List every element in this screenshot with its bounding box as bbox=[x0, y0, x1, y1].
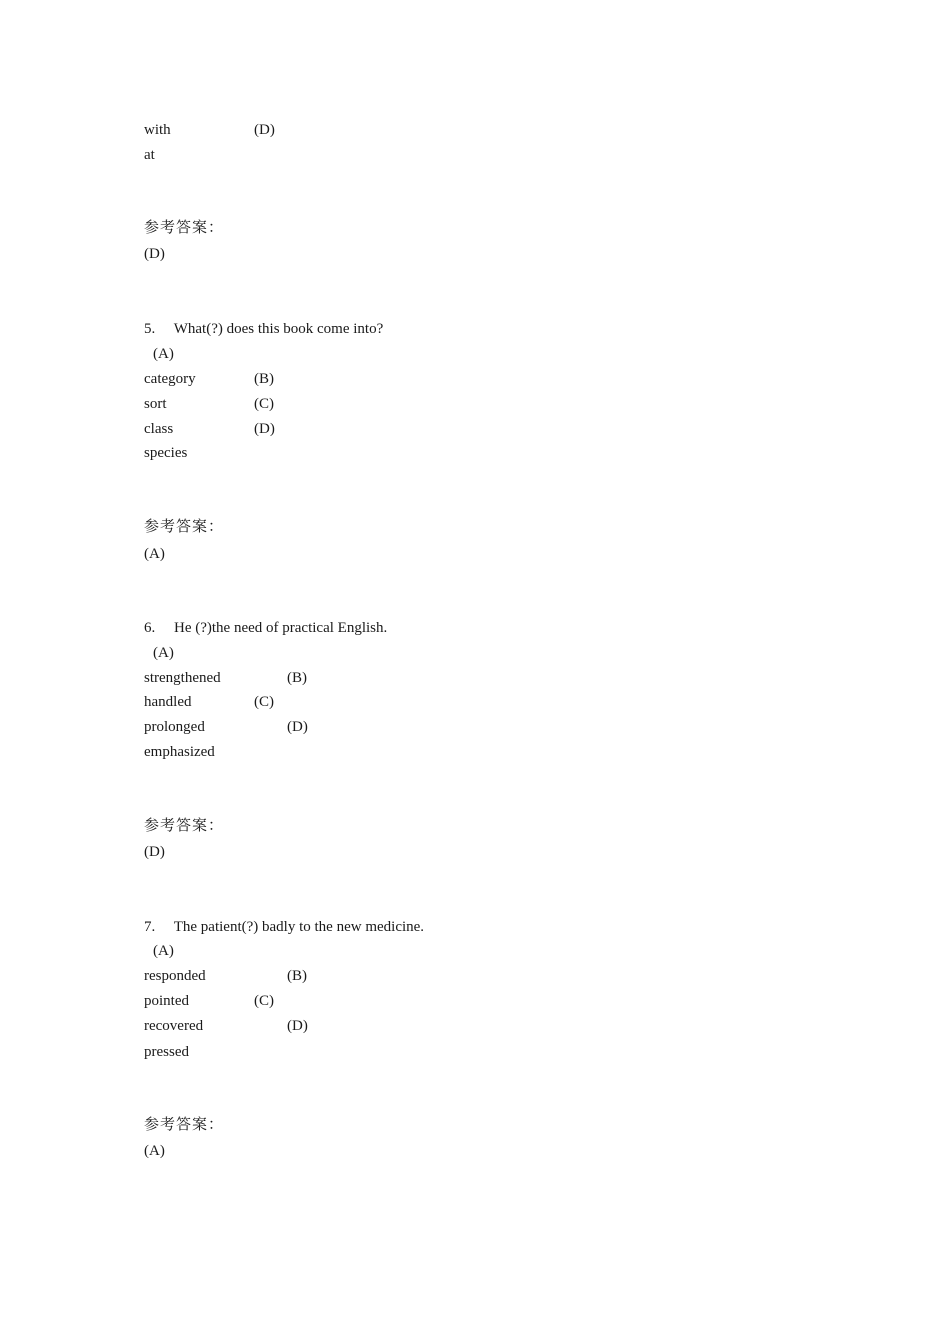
option-label: (C) bbox=[254, 396, 274, 412]
option-label: (D) bbox=[287, 719, 308, 735]
option-label: (A) bbox=[153, 943, 174, 959]
option-text: strengthened bbox=[144, 670, 221, 686]
option-label: (D) bbox=[254, 421, 275, 437]
answer-label: 参考答案： bbox=[144, 816, 225, 834]
answer-value: (D) bbox=[144, 844, 165, 860]
answer-value: (D) bbox=[144, 246, 165, 262]
answer-label: 参考答案： bbox=[144, 1115, 225, 1133]
option-label: (D) bbox=[287, 1018, 308, 1034]
option-text: sort bbox=[144, 396, 167, 412]
option-text: handled bbox=[144, 694, 192, 710]
option-label: (D) bbox=[254, 122, 275, 138]
option-label: (A) bbox=[153, 645, 174, 661]
option-text: class bbox=[144, 421, 174, 437]
question-stem: 5. What(?) does this book come into? bbox=[144, 321, 384, 337]
option-text: recovered bbox=[144, 1018, 204, 1034]
option-text: category bbox=[144, 371, 196, 387]
option-label: (A) bbox=[153, 346, 174, 362]
answer-value: (A) bbox=[144, 1143, 165, 1159]
option-label: (C) bbox=[254, 993, 274, 1009]
option-label: (B) bbox=[254, 371, 274, 387]
question-stem: 7. The patient(?) badly to the new medicine. bbox=[144, 919, 425, 935]
option-label: (B) bbox=[287, 968, 307, 984]
option-text: pointed bbox=[144, 993, 189, 1009]
option-text: emphasized bbox=[144, 744, 215, 760]
answer-label: 参考答案： bbox=[144, 218, 225, 236]
option-text: prolonged bbox=[144, 719, 205, 735]
answer-label: 参考答案： bbox=[144, 517, 225, 535]
question-stem: 6. He (?)the need of practical English. bbox=[144, 620, 388, 636]
answer-value: (A) bbox=[144, 546, 165, 562]
option-text: species bbox=[144, 445, 188, 461]
option-label: (B) bbox=[287, 670, 307, 686]
option-text: at bbox=[144, 147, 155, 163]
option-text: with bbox=[144, 122, 171, 138]
option-label: (C) bbox=[254, 694, 274, 710]
option-text: pressed bbox=[144, 1044, 189, 1060]
option-text: responded bbox=[144, 968, 206, 984]
